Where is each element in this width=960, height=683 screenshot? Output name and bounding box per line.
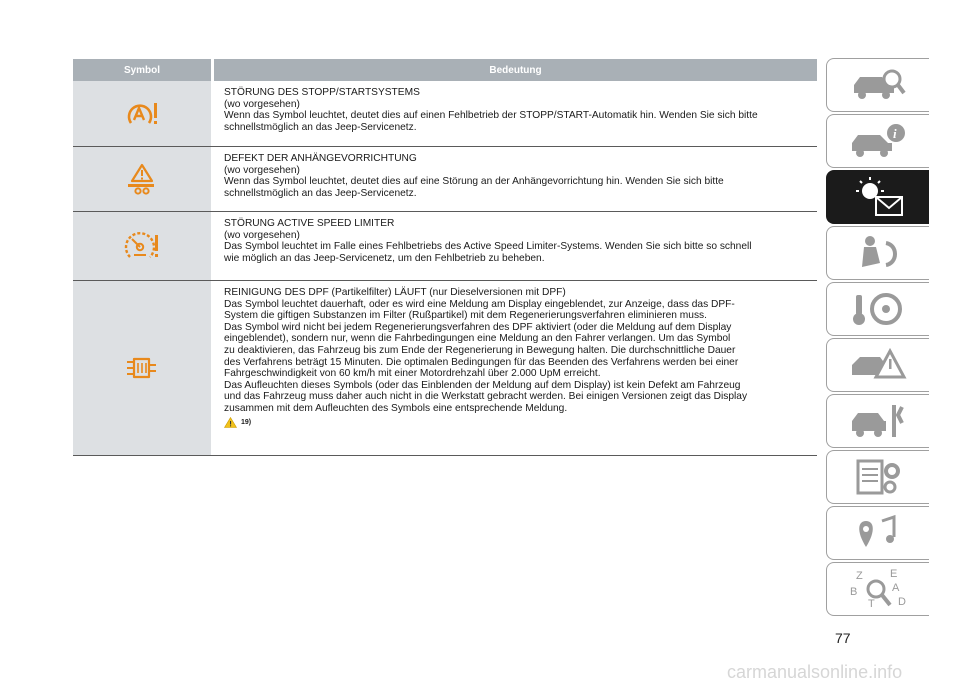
symbol-cell (73, 281, 211, 455)
row-text-line: Das Symbol wird nicht bei jedem Regenerierungsverfahren des DPF aktiviert (oder die Meldung auf dem Display (224, 321, 732, 333)
tab-car-info[interactable] (826, 114, 929, 168)
svg-text:A: A (892, 582, 900, 594)
warning-triangle-icon (224, 417, 237, 428)
row-title: STÖRUNG ACTIVE SPEED LIMITER (224, 218, 395, 229)
warning-reference[interactable] (224, 417, 817, 429)
speed-limiter-fault-icon (122, 229, 162, 263)
trailer-hitch-fault-icon (125, 163, 159, 195)
row-text-line: eingeblendet), sondern nur, wenn die Fahrbedingungen eine Meldung an den Fahrer verlangen. Um das Symbol (224, 333, 731, 345)
table-row (73, 281, 817, 456)
reference-number: 19) (241, 418, 252, 426)
svg-text:Z: Z (856, 570, 863, 582)
row-text-line: (wo vorgesehen) (224, 164, 300, 176)
svg-text:B: B (850, 586, 858, 598)
meaning-cell (211, 212, 817, 280)
row-title: REINIGUNG DES DPF (Partikelfilter) LÄUFT (nur Dieselversionen mit DPF) (224, 287, 566, 298)
row-text-line: und das Fahrzeug muss daher auch nicht in die Werkstatt gebracht werden. Bei einigen Versionen zeigt das Display (224, 391, 748, 403)
row-text-line: zu deaktivieren, das Fahrzeug bis zum Ende der Regenerierung in Bewegung halten. Die durchschnittliche Dauer (224, 344, 736, 356)
row-text-line: Das Symbol leuchtet dauerhaft, oder es wird eine Meldung am Display eingeblendet, zur Anzeige, dass das DPF- (224, 298, 735, 310)
tab-safety[interactable] (826, 226, 929, 280)
tab-starting-driving[interactable] (826, 282, 929, 336)
row-text-line: zusammen mit dem Aufleuchten des Symbols eine entsprechende Meldung. (224, 402, 568, 414)
row-text-line: Das Symbol leuchtet im Falle eines Fehlbetriebs des Active Speed Limiter-Systems. Wenden Sie sich bitte so schnell (224, 241, 752, 253)
table-row (73, 81, 817, 147)
header-meaning: Bedeutung (214, 59, 817, 81)
watermark: carmanualsonline.info (727, 662, 903, 682)
tab-car-search[interactable] (826, 58, 929, 112)
row-text-line: Wenn das Symbol leuchtet, deutet dies auf eine Störung an der Anhängevorrichtung hin. Wenden Sie sich bitte (224, 176, 724, 188)
tab-warning-lights[interactable] (826, 170, 929, 224)
document-gears-icon (846, 457, 910, 497)
tab-emergency[interactable] (826, 338, 929, 392)
car-tools-icon (846, 401, 910, 441)
svg-text:T: T (868, 598, 875, 610)
row-text-line: Fahrgeschwindigkeit von 60 km/h mit einer Motordrehzahl über 2.000 UpM erreicht. (224, 368, 601, 380)
meaning-cell (211, 281, 817, 455)
tab-technical-data[interactable] (826, 450, 929, 504)
page-number: 77 (835, 630, 851, 646)
row-text-line: (wo vorgesehen) (224, 229, 300, 241)
row-text-line: schnellstmöglich an das Jeep-Servicenetz. (224, 187, 417, 199)
warning-light-message-icon (846, 175, 910, 219)
car-accident-warning-icon (846, 345, 910, 385)
airbag-seat-icon (846, 233, 910, 273)
tab-multimedia[interactable] (826, 506, 929, 560)
header-symbol: Symbol (73, 59, 211, 81)
table-header (73, 59, 817, 81)
svg-text:E: E (890, 568, 898, 580)
dpf-regeneration-icon (125, 356, 159, 380)
alphabetical-index-icon (846, 567, 910, 611)
meaning-cell (211, 81, 817, 146)
car-info-icon (846, 121, 910, 161)
row-text-line: System die giftigen Substanzen im Filter (Rußpartikel) mit dem Regenerierungsverfahren eliminieren muss. (224, 310, 707, 322)
key-steering-wheel-icon (846, 289, 910, 329)
row-text-line: wie möglich an das Jeep-Servicenetz, um den Fehlbetrieb zu beheben. (224, 252, 545, 264)
row-text-line: Wenn das Symbol leuchtet, deutet dies auf einen Fehlbetrieb der STOPP/START-Automatik hin. Wenden Sie sich bitte (224, 110, 758, 122)
tab-index[interactable] (826, 562, 929, 616)
row-text-line: schnellstmöglich an das Jeep-Servicenetz. (224, 121, 417, 133)
table-row (73, 147, 817, 212)
navigation-music-icon (846, 513, 910, 553)
svg-text:D: D (898, 596, 906, 608)
warning-lights-table (73, 59, 817, 456)
row-title: DEFEKT DER ANHÄNGEVORRICHTUNG (224, 153, 417, 164)
symbol-cell (73, 147, 211, 211)
row-title: STÖRUNG DES STOPP/STARTSYSTEMS (224, 87, 420, 98)
row-text-line: des Verfahrens beträgt 15 Minuten. Die optimalen Bedingungen für das Beenden des Verfahrens werden bei einer (224, 356, 739, 368)
row-text-line: Das Aufleuchten dieses Symbols (oder das Einblenden der Meldung auf dem Display) ist kein Defekt am Fahrzeug (224, 379, 741, 391)
tab-maintenance[interactable] (826, 394, 929, 448)
meaning-cell (211, 147, 817, 211)
svg-text:i: i (893, 126, 897, 141)
symbol-cell (73, 81, 211, 146)
table-row (73, 212, 817, 281)
symbol-cell (73, 212, 211, 280)
start-stop-fault-icon (122, 99, 162, 129)
row-text-line: (wo vorgesehen) (224, 98, 300, 110)
car-search-icon (846, 65, 910, 105)
